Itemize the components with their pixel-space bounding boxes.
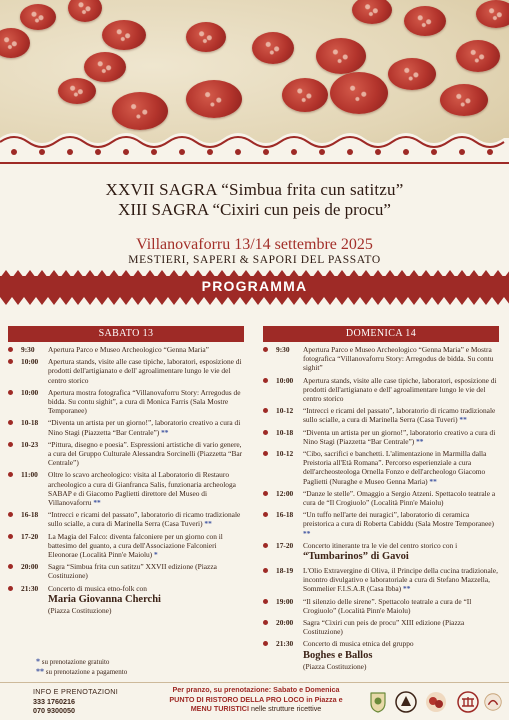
bullet-icon: [8, 347, 13, 352]
performer-venue: (Piazza Costituzione): [48, 605, 112, 615]
booking-marker: **: [416, 436, 424, 446]
booking-marker: **: [429, 476, 437, 486]
schedule-time: 18-19: [276, 566, 294, 576]
booking-notes: [36, 657, 127, 677]
food-info: Per pranzo, su prenotazione: Sabato e Domenica PUNTO DI RISTORO DELLA PRO LOCO in Piazza e MENU TURISTICI nelle strutture ricettive: [153, 685, 359, 714]
phone-number[interactable]: 333 1760216: [33, 696, 75, 706]
salami-slice: [20, 4, 56, 30]
schedule-time: 11:00: [21, 470, 38, 480]
archaeological-museum-logo-icon: [482, 690, 504, 714]
title-line-2: XIII SAGRA “Cixiri cun peis de procu”: [118, 200, 391, 219]
bullet-icon: [263, 620, 268, 625]
schedule-time: 10:00: [21, 387, 39, 397]
schedule-time: 10-18: [21, 418, 39, 428]
schedule-time: 20:00: [21, 562, 39, 572]
schedule-time: 10-18: [276, 427, 294, 437]
schedule-item: [8, 345, 244, 354]
bullet-icon: [263, 641, 268, 646]
schedule-description: Apertura Parco e Museo Archeologico “Genna Maria” e Mostra fotografica “Villanovaforru Story: Arregodus de bidda. Su contu sighit”: [303, 345, 494, 373]
info-contacts: [33, 687, 118, 716]
schedule-item: [8, 418, 244, 436]
schedule-description: Concerto itinerante tra le vie del centro storico con i: [303, 540, 458, 550]
salami-slice: [352, 0, 392, 24]
booking-marker: **: [161, 427, 169, 437]
salami-slice: [84, 52, 126, 82]
schedule-item: [263, 449, 499, 486]
lace-border-top: [0, 108, 509, 165]
food-line-1: Per pranzo, su prenotazione: Sabato e Domenica: [172, 685, 340, 694]
bullet-icon: [8, 359, 13, 364]
sunday-heading: DOMENICA 14: [263, 326, 499, 342]
booking-marker: **: [303, 528, 311, 538]
bullet-icon: [8, 512, 13, 517]
note-paid: ** su prenotazione a pagamento: [36, 667, 128, 676]
schedule-item: [263, 541, 499, 563]
salami-slice: [68, 0, 102, 22]
schedule-time: 16-18: [21, 510, 39, 520]
bullet-icon: [263, 512, 268, 517]
schedule-time: 12:00: [276, 488, 294, 498]
schedule-description: Concerto di musica etnica del gruppo: [303, 639, 414, 649]
schedule-item: [8, 357, 244, 385]
schedule-description: “Cibo, sacrifici e banchetti. L'alimentazione in Marmilla dalla Preistoria all'Età Romana”. Percorso esperienziale a cura dell'archeosteologa Ornella Fonzo e dell'archeologo Giacomo Paglietti (Nuraghe e Museo Genna Maria) **: [303, 449, 487, 486]
booking-marker: **: [403, 584, 411, 594]
booking-marker: **: [459, 415, 467, 425]
footer: [0, 682, 509, 720]
bullet-icon: [263, 408, 268, 413]
bullet-icon: [8, 442, 13, 447]
schedule-item: [263, 566, 499, 594]
schedule-time: 17-20: [276, 540, 294, 550]
phone-number[interactable]: 070 9300050: [33, 706, 75, 715]
hero-image: [0, 0, 509, 165]
bullet-icon: [8, 420, 13, 425]
salami-slice: [0, 28, 30, 58]
schedule-time: 17-20: [21, 531, 39, 541]
salami-slice: [58, 78, 96, 104]
schedule-item: [263, 639, 499, 670]
bullet-icon: [263, 451, 268, 456]
schedule-description: “Intrecci e ricami del passato”, laboratorio di ricamo tradizionale sullo scialle, a cura di Marinella Serra (Casa Tuveri) **: [303, 406, 496, 425]
bullet-icon: [8, 390, 13, 395]
sunday-event-list: [263, 345, 499, 671]
schedule-item: [8, 388, 244, 416]
schedule-time: 20:00: [276, 618, 294, 628]
info-label: INFO E PRENOTAZIONI: [33, 687, 119, 696]
schedule-description: Apertura mostra fotografica “Villanovaforru Story: Arregodus de bidda. Su contu sighit”, a cura di Monica Farris (Sala Mostre Temporanee): [48, 387, 241, 416]
schedule-description: “Diventa un artista per un giorno!”, laboratorio creativo a cura di Nino Stagi (Piazzetta “Bar Centrale”) **: [303, 427, 496, 446]
salami-slice: [316, 38, 366, 74]
subtitle: MESTIERI, SAPERI & SAPORI DEL PASSATO: [128, 254, 381, 266]
bullet-icon: [263, 430, 268, 435]
salami-slice: [388, 58, 436, 90]
salami-slice: [102, 20, 146, 50]
schedule-item: [263, 345, 499, 373]
programma-banner: PROGRAMMA: [0, 276, 509, 297]
event-date: Villanovaforru 13/14 settembre 2025: [136, 236, 373, 253]
title-block: [0, 180, 509, 220]
performer-name: “Tumbarinos” di Gavoi: [303, 551, 409, 563]
bullet-icon: [8, 534, 13, 539]
schedule-description: “Intrecci e ricami del passato”, laboratorio di ricamo tradizionale sullo scialle, a cura di Marinella Serra (Casa Tuveri) **: [48, 510, 241, 529]
sagra-logo-icon: [424, 690, 448, 714]
schedule-item: [8, 440, 244, 468]
schedule-description: “Diventa un artista per un giorno!”, laboratorio creativo a cura di Nino Stagi (Piazzetta “Bar Centrale”) **: [48, 418, 241, 437]
schedule-item: [8, 584, 244, 615]
sunday-column: [263, 326, 499, 671]
schedule-item: [263, 489, 499, 507]
salami-slice: [476, 0, 509, 28]
schedule-time: 9:30: [21, 345, 35, 354]
schedule-item: [8, 510, 244, 528]
schedule-description: “Danze le stelle”. Omaggio a Sergio Atzeni. Spettacolo teatrale a cura de “Il Crogiuolo” (Località Pinn'e Maiolu): [303, 488, 496, 508]
schedule-description: “Pittura, disegno e poesia”. Espressioni artistiche di vario genere, a cura del Gruppo Culturale Alessandra Sorcinelli (Piazzetta “Bar Centrale”): [48, 439, 243, 468]
bullet-icon: [263, 543, 268, 548]
schedule-time: 21:30: [276, 639, 294, 649]
schedule-time: 21:30: [21, 583, 39, 593]
schedule-description: “Un tuffo nell'arte dei nuragici”, laboratorio di ceramica preistorica a cura di Roberta Cabiddu (Sala Mostre Temporanee) **: [303, 510, 495, 538]
bullet-icon: [263, 347, 268, 352]
schedule-description: Apertura stands, visite alle case tipiche, laboratori, esposizione di prodotti dell'artigianato e dell' agroalimentare lungo le vie del centro storico: [48, 357, 242, 385]
schedule-item: [263, 510, 499, 538]
saturday-heading: SABATO 13: [8, 326, 244, 342]
schedule-time: 9:30: [276, 345, 290, 354]
municipality-crest-icon: [366, 690, 390, 714]
schedule-description: La Magia del Falco: diventa falconiere per un giorno con il battesimo del guanto, a cura dell'Associazione Falconieri Eleonorae (Località Pinn'e Maiolu) *: [48, 531, 223, 560]
bullet-icon: [263, 491, 268, 496]
booking-marker: *: [154, 550, 158, 560]
bullet-icon: [8, 586, 13, 591]
schedule-item: [263, 376, 499, 404]
bullet-icon: [263, 378, 268, 383]
schedule-description: Apertura stands, visite alle case tipiche, laboratori, esposizione di prodotti dell'artigianato e dell' agroalimentare lungo le vie del centro storico: [303, 375, 497, 404]
performer-name: Maria Giovanna Cherchi: [48, 593, 161, 605]
schedule-item: [8, 562, 244, 580]
pro-loco-logo-icon: [394, 690, 418, 714]
bullet-icon: [263, 568, 268, 573]
schedule-time: 10-23: [21, 439, 39, 449]
schedule-time: 16-18: [276, 510, 294, 520]
museum-logo-icon: [456, 690, 480, 714]
schedule-item: [8, 470, 244, 507]
saturday-event-list: [8, 345, 244, 615]
schedule-time: 19:00: [276, 596, 294, 606]
performer-venue: (Piazza Costituzione): [303, 661, 367, 671]
salami-slice: [282, 78, 328, 112]
salami-slice: [456, 40, 500, 72]
schedule-description: L'Olio Extravergine di Oliva, il Principe della cucina tradizionale, incontro divulgativo e laboratoriale a cura di Stefano Mazzella, Sommelier F.I.S.A.R (Casa Ibba) **: [303, 566, 498, 594]
schedule-time: 10-12: [276, 406, 294, 416]
schedule-item: [263, 618, 499, 636]
booking-marker: **: [204, 519, 212, 529]
note-free: * su prenotazione gratuito: [36, 657, 110, 666]
saturday-column: [8, 326, 244, 615]
schedule-description: Concerto di musica etno-folk con: [48, 583, 147, 593]
bullet-icon: [263, 599, 268, 604]
schedule-item: [263, 597, 499, 615]
salami-slice: [404, 6, 446, 36]
schedule-description: Sagra “Simbua frita cun satitzu” XXVII edizione (Piazza Costituzione): [48, 562, 217, 581]
bullet-icon: [8, 472, 13, 477]
salami-slice: [186, 22, 226, 52]
schedule-description: Apertura Parco e Museo Archeologico “Genna Maria”: [48, 345, 209, 354]
title-line-1: XXVII SAGRA “Simbua frita cun satitzu”: [105, 180, 404, 199]
schedule-description: Sagra “Cixiri cun peis de procu” XIII edizione (Piazza Costituzione): [303, 618, 465, 637]
schedule-description: Oltre lo scavo archeologico: visita al Laboratorio di Restauro archeologico a cura di Gianfranca Salis, funzionaria archeologa SABAP e di Giacomo Paglietti direttore del Museo di Villanovaforru **: [48, 470, 236, 508]
schedule-item: [8, 532, 244, 560]
schedule-item: [263, 406, 499, 424]
schedule-description: “Il silenzio delle sirene”. Spettacolo teatrale a cura de “Il Crogiuolo” (Località Pinn'e Maiolu): [303, 596, 472, 615]
schedule-time: 10:00: [276, 375, 294, 385]
booking-marker: **: [93, 498, 101, 508]
bullet-icon: [8, 564, 13, 569]
schedule-item: [263, 428, 499, 446]
decorative-band-bottom: [0, 297, 509, 307]
performer-name: Boghes e Ballos: [303, 649, 373, 661]
schedule-time: 10:00: [21, 357, 39, 367]
salami-slice: [252, 32, 294, 64]
schedule-time: 10-12: [276, 449, 294, 459]
